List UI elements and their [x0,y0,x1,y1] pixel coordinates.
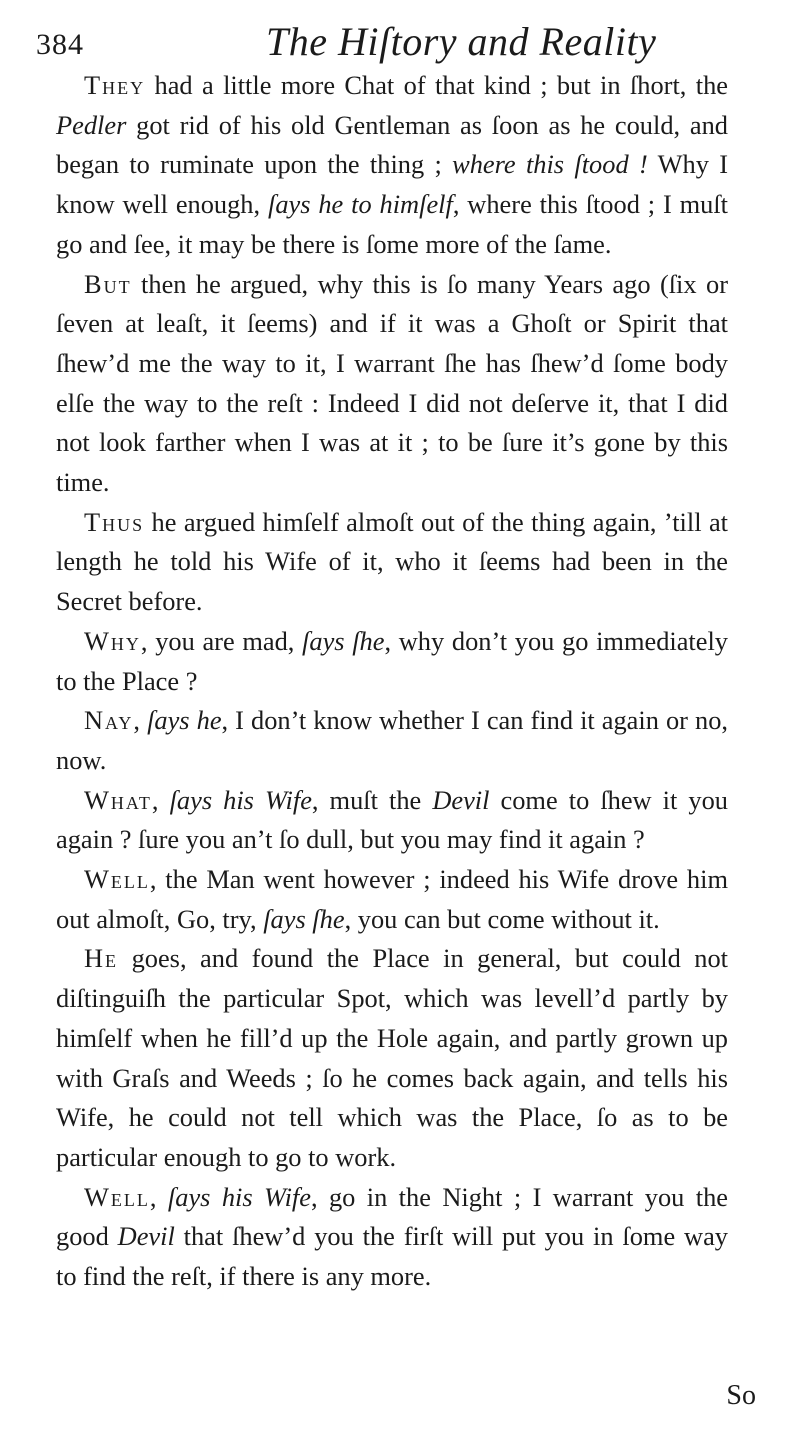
paragraph [56,701,728,780]
paragraph [56,622,728,701]
italic-text-run: Devil [117,1221,175,1252]
page-number: 384 [36,28,84,61]
catchword: So [726,1380,756,1411]
text-run: Why I know well enough, [56,149,728,220]
text-run: , [151,784,170,815]
text-run: , [149,1181,168,1212]
italic-text-run: ſays ſhe [302,625,385,656]
paragraph-lead-word: He [84,943,119,974]
text-run: , why don’t you go immediately to the Place ? [56,625,729,696]
paragraph [56,939,728,1177]
italic-text-run: where this ſtood ! [452,149,648,180]
paragraph-lead-word: Why [84,625,141,656]
text-run: , you can but come without it. [344,903,660,934]
text-run: he argued himſelf almoſt out of the thing again, ’till at length he told his Wife of it, who it ſeems had been in the Secret before. [56,506,728,617]
italic-text-run: Pedler [56,109,127,140]
paragraph [56,265,728,503]
italic-text-run: ſays his Wife [169,784,312,815]
italic-text-run: ſays he [147,705,222,736]
paragraph [56,503,728,622]
paragraph-lead-word: Nay [84,705,134,736]
paragraph-lead-word: Well [84,1181,150,1212]
text-run: , the Man went however ; indeed his Wife drove him out almoſt, Go, try, [56,864,728,934]
body-text [56,66,728,1297]
text-run: , where this ſtood ; I muſt go and ſee, it may be there is ſome more of the ſame. [56,189,729,259]
running-title: The Hiſtory and Reality [266,19,657,64]
text-run: , you are mad, [140,625,303,656]
paragraph [56,860,728,939]
paragraph [56,66,728,265]
italic-text-run: ſays he to himſelf [267,189,453,220]
text-run: then he argued, why this is ſo many Years ago (ſix or ſeven at leaſt, it ſeems) and if it was a Ghoſt or Spirit that ſhew’d me the way to it, I warrant ſhe has ſhew’d ſome body elſe the way to the reſt : Indeed I did not deſerve it, that I did not look farther when I was at it ; to be ſure it’s gone by this time. [56,268,728,498]
paragraph-lead-word: Well [84,864,150,895]
paragraph-lead-word: What [84,784,152,815]
text-run: , I don’t know whether I can find it again or no, now. [56,705,728,775]
paragraph-lead-word: They [84,70,146,100]
paragraph [56,781,728,860]
italic-text-run: ſays ſhe [263,903,345,934]
text-run: , go in the Night ; I warrant you the good [56,1181,728,1252]
text-run: , [133,705,148,736]
text-run: , muſt the [311,784,433,815]
text-run: got rid of his old Gentleman as ſoon as he could, and began to ruminate upon the thing ; [56,109,728,180]
text-run: had a little more Chat of that kind ; but in ſhort, the [145,70,728,100]
text-run: that ſhew’d you the firſt will put you in ſome way to find the reſt, if there is any more. [56,1221,728,1292]
paragraph [56,1178,728,1297]
text-run: come to ſhew it you again ? ſure you an’t ſo dull, but you may find it again ? [56,784,728,855]
text-run: goes, and found the Place in general, but could not diſtinguiſh the particular Spot, which was levell’d partly by himſelf when he fill’d up the Hole again, and partly grown up with Graſs and Weeds ; ſo he comes back again, and tells his Wife, he could not tell which was the Place, ſo as to be particular enough to go to work. [56,943,728,1172]
italic-text-run: Devil [432,784,490,815]
italic-text-run: ſays his Wife [167,1181,311,1212]
paragraph-lead-word: Thus [84,506,145,537]
paragraph-lead-word: But [84,268,132,299]
